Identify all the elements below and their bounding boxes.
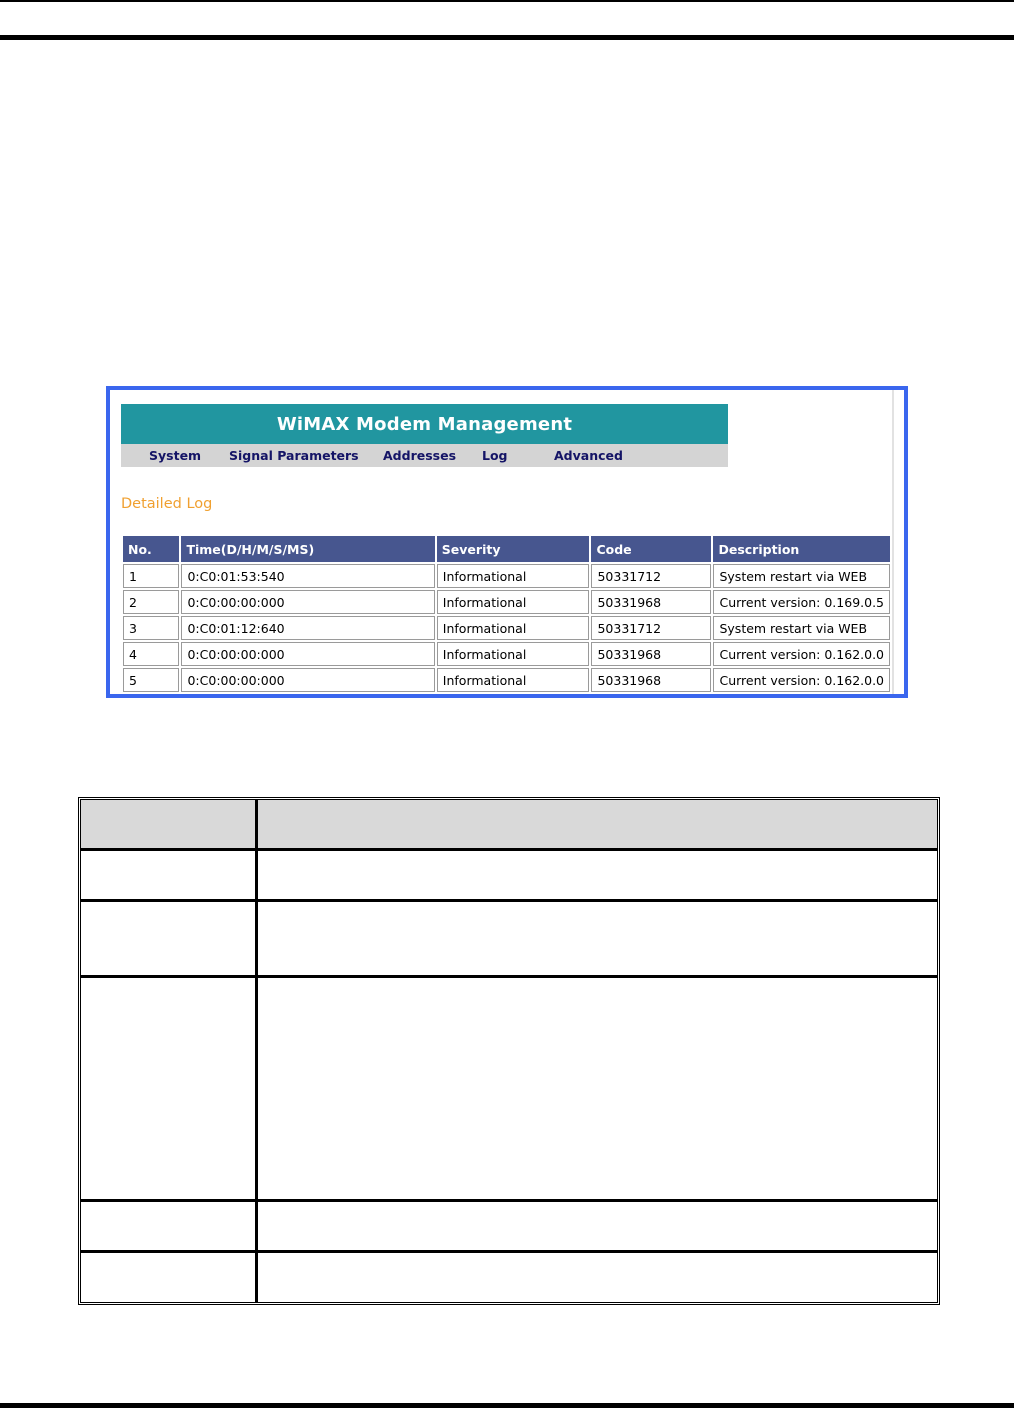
column-header-time: Time(D/H/M/S/MS) [181,536,434,562]
cell-code: 50331712 [591,616,711,640]
cell-severity: Informational [437,564,590,588]
column-header-description: Description [713,536,890,562]
top-rule-thin [0,0,1014,2]
cell-no: 2 [123,590,179,614]
cell-description: Current version: 0.169.0.5 [713,590,890,614]
cell-description: Current version: 0.162.0.0 [713,642,890,666]
cell-description: System restart via WEB [713,564,890,588]
row-divider [81,1199,937,1202]
nav-system[interactable]: System [149,448,202,463]
cell-no: 4 [123,642,179,666]
table-header-row [123,536,890,562]
table-header-band [81,800,937,850]
cell-time: 0:C0:00:00:000 [181,668,434,692]
row-divider [81,899,937,902]
app-title: WiMAX Modem Management [276,413,573,435]
table-row [123,668,890,692]
column-header-severity: Severity [437,536,590,562]
cell-time: 0:C0:00:00:000 [181,642,434,666]
cell-time: 0:C0:01:12:640 [181,616,434,640]
cell-severity: Informational [437,616,590,640]
cell-code: 50331712 [591,564,711,588]
row-divider [81,975,937,978]
top-rule-thick [0,35,1014,40]
section-title: Detailed Log [121,496,213,512]
column-divider [255,800,258,1302]
cell-no: 5 [123,668,179,692]
page-edge [892,390,894,694]
screenshot-frame [106,386,908,698]
table-row [123,642,890,666]
cell-severity: Informational [437,590,590,614]
cell-time: 0:C0:00:00:000 [181,590,434,614]
nav-log[interactable]: Log [482,448,508,463]
column-header-code: Code [591,536,711,562]
cell-severity: Informational [437,642,590,666]
table-row [123,590,890,614]
bottom-rule [0,1403,1014,1408]
app-banner [121,404,728,444]
detailed-log-table [121,534,892,694]
cell-description: Current version: 0.162.0.0 [713,668,890,692]
column-header-no: No. [123,536,179,562]
cell-code: 50331968 [591,590,711,614]
cell-code: 50331968 [591,642,711,666]
nav-bar [121,444,728,467]
row-divider [81,848,937,851]
field-description-table [78,797,940,1305]
nav-advanced[interactable]: Advanced [554,448,623,463]
cell-description: System restart via WEB [713,616,890,640]
table-row [123,616,890,640]
cell-severity: Informational [437,668,590,692]
cell-no: 1 [123,564,179,588]
table-row [123,564,890,588]
row-divider [81,1250,937,1253]
cell-code: 50331968 [591,668,711,692]
nav-signal-parameters[interactable]: Signal Parameters [229,448,359,463]
nav-addresses[interactable]: Addresses [383,448,457,463]
cell-time: 0:C0:01:53:540 [181,564,434,588]
cell-no: 3 [123,616,179,640]
